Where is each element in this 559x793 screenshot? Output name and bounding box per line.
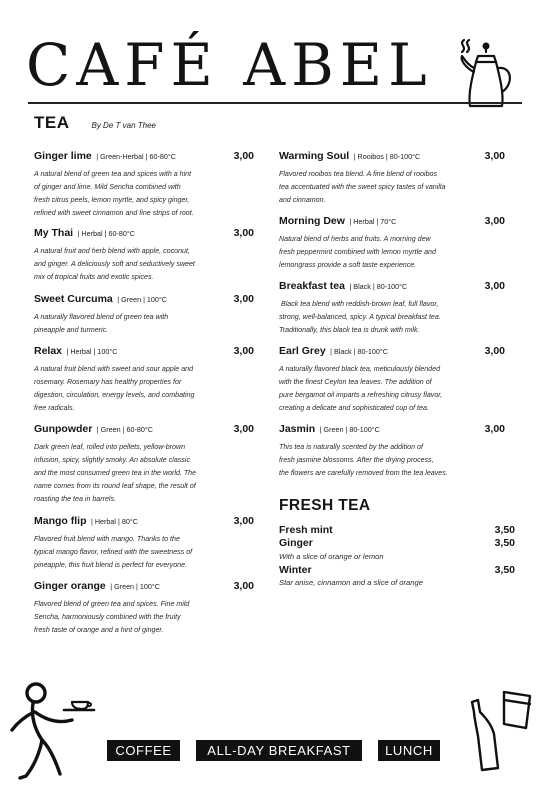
nav-all-day-breakfast[interactable]: ALL-DAY BREAKFAST <box>196 740 362 761</box>
menu-item <box>279 419 505 480</box>
item-note: With a slice of orange or lemon <box>279 552 384 561</box>
item-name: Breakfast tea <box>279 280 345 292</box>
item-meta: | Black | 80-100°C <box>330 347 388 356</box>
fresh-tea-row <box>279 564 515 576</box>
item-name: Ginger orange <box>34 580 106 592</box>
item-meta: | Herbal | 80°C <box>90 517 138 526</box>
desc-line: fresh citrus peels, lemon myrtle, and spicy ginger, <box>34 196 190 204</box>
menu-item <box>34 419 254 506</box>
item-name: Ginger lime <box>34 150 92 162</box>
item-meta: | Herbal | 70°C <box>349 217 397 226</box>
item-name: Sweet Curcuma <box>34 293 113 305</box>
item-name: Ginger <box>279 537 313 549</box>
section-title: TEA <box>34 113 70 132</box>
desc-line: Traditionally, this black tea is drunk with milk. <box>279 326 420 334</box>
item-description <box>34 245 220 284</box>
item-meta: | Herbal | 100°C <box>66 347 118 356</box>
desc-line: Flavored blend of green tea and spices. Fine mild <box>34 600 190 608</box>
desc-line: strong, well-balanced, spicy. A typical breakfast tea. <box>279 313 441 321</box>
desc-line: of ginger and lime. Mild Sencha combined with <box>34 183 181 191</box>
desc-line: pineapple and turmeric. <box>34 326 109 334</box>
desc-line: name comes from its round leaf shape, the result of <box>34 482 196 490</box>
desc-line: A naturally flavored black tea, meticulously blended <box>279 365 441 373</box>
item-name: My Thai <box>34 227 74 239</box>
item-description <box>34 311 220 337</box>
item-name: Jasmin <box>279 423 316 435</box>
item-price: 3,50 <box>494 524 515 536</box>
item-price: 3,00 <box>484 280 505 292</box>
desc-line: Dark green leaf, rolled into pellets, yellow-brown <box>34 443 186 451</box>
item-price: 3,00 <box>484 150 505 162</box>
item-name: Fresh mint <box>279 524 333 536</box>
fresh-tea-title: FRESH TEA <box>279 497 371 514</box>
desc-line: rosemary. Rosemary has healthy properties for <box>34 378 182 386</box>
menu-item <box>279 211 505 272</box>
item-meta: | Green | 80-100°C <box>319 425 380 434</box>
item-price: 3,00 <box>233 227 254 239</box>
item-name: Warming Soul <box>279 150 350 162</box>
item-price: 3,50 <box>494 564 515 576</box>
item-name: Gunpowder <box>34 423 93 435</box>
item-description <box>279 233 465 272</box>
desc-line: A natural fruit blend with sweet and sour apple and <box>34 365 194 373</box>
section-byline: By De T van Thee <box>91 121 156 130</box>
item-price: 3,00 <box>233 150 254 162</box>
item-price: 3,00 <box>484 345 505 357</box>
desc-line: digestion, circulation, energy levels, and combating <box>34 391 195 399</box>
desc-line: infusion, spicy, slightly smoky. An absolute classic <box>34 456 190 464</box>
item-description <box>34 533 220 572</box>
desc-line: creating a delicate and sophisticated cup of tea. <box>279 404 429 412</box>
waiter-with-tray-icon <box>6 680 102 786</box>
fresh-tea-row <box>279 537 515 549</box>
desc-line: and cinnamon. <box>279 196 326 204</box>
menu-item <box>34 146 254 220</box>
item-price: 3,00 <box>233 345 254 357</box>
desc-line: Flavored fruit blend with mango. Thanks to the <box>34 535 180 543</box>
nav-coffee[interactable]: COFFEE <box>107 740 180 761</box>
item-description <box>34 363 220 415</box>
menu-item <box>34 576 254 637</box>
item-meta: | Green | 100°C <box>117 295 167 304</box>
desc-line: Flavored rooibos tea blend. A fine blend of rooibos <box>279 170 438 178</box>
desc-line: fresh peppermint combined with lemon myrtle and <box>279 248 436 256</box>
item-price: 3,00 <box>233 293 254 305</box>
teapot-icon <box>456 36 518 110</box>
desc-line: This tea is naturally scented by the addition of <box>279 443 423 451</box>
item-description <box>34 441 220 506</box>
desc-line: pineapple, this fruit blend is perfect for everyone. <box>34 561 187 569</box>
tea-section-header <box>34 113 156 133</box>
desc-line: roasting the tea in barrels. <box>34 495 117 503</box>
desc-line: refined with sweet cinnamon and fine strips of root. <box>34 209 194 217</box>
desc-line: pure bergamot oil imparts a refreshing citrusy flavor, <box>279 391 443 399</box>
bottle-and-glass-icon <box>464 688 540 772</box>
item-name: Winter <box>279 564 312 576</box>
desc-line: Sencha, harmoniously combined with the fruity <box>34 613 181 621</box>
item-price: 3,00 <box>233 423 254 435</box>
desc-line: A natural fruit and herb blend with apple, coconut, <box>34 247 190 255</box>
desc-line: lemongrass provide a soft taste experience. <box>279 261 417 269</box>
desc-line: with the finest Ceylon tea leaves. The addition of <box>279 378 432 386</box>
item-meta: | Rooibos | 80-100°C <box>353 152 421 161</box>
desc-line: and the most consumed green tea in the world. The <box>34 469 197 477</box>
desc-line: fresh taste of orange and a hint of ginger. <box>34 626 164 634</box>
item-description <box>279 363 465 415</box>
menu-item <box>279 276 505 337</box>
menu-item <box>279 341 505 415</box>
item-meta: | Herbal | 60-80°C <box>77 229 135 238</box>
item-name: Mango flip <box>34 515 87 527</box>
item-price: 3,00 <box>233 580 254 592</box>
item-description <box>279 168 465 207</box>
item-meta: | Green | 100°C <box>110 582 160 591</box>
menu-item <box>279 146 505 207</box>
desc-line: A natural blend of green tea and spices with a hint <box>34 170 192 178</box>
item-price: 3,00 <box>484 423 505 435</box>
desc-line: Black tea blend with reddish-brown leaf, full flavor, <box>279 300 439 308</box>
menu-item <box>34 341 254 415</box>
page-title: CAFÉ ABEL <box>26 31 433 99</box>
desc-line: fresh jasmine blossoms. After the drying process, <box>279 456 434 464</box>
item-name: Relax <box>34 345 63 357</box>
menu-item <box>34 223 254 284</box>
item-meta: | Green-Herbal | 60-80°C <box>96 152 176 161</box>
item-price: 3,00 <box>484 215 505 227</box>
nav-lunch[interactable]: LUNCH <box>378 740 440 761</box>
item-meta: | Green | 60-80°C <box>96 425 153 434</box>
desc-line: typical mango flavor, refined with the sweetness of <box>34 548 193 556</box>
item-description <box>279 298 465 337</box>
fresh-tea-row <box>279 524 515 536</box>
item-description <box>34 598 220 637</box>
menu-item <box>34 289 254 337</box>
desc-line: A naturally flavored blend of green tea with <box>34 313 169 321</box>
item-description <box>279 441 465 480</box>
item-price: 3,00 <box>233 515 254 527</box>
desc-line: mix of tropical fruits and exotic spices. <box>34 273 154 281</box>
desc-line: tea accentuated with the sweet spicy tastes of vanilla <box>279 183 446 191</box>
item-price: 3,50 <box>494 537 515 549</box>
item-meta: | Black | 80-100°C <box>349 282 408 291</box>
desc-line: Natural blend of herbs and fruits. A morning dew <box>279 235 431 243</box>
item-name: Morning Dew <box>279 215 345 227</box>
desc-line: free radicals. <box>34 404 75 412</box>
menu-item <box>34 511 254 572</box>
item-name: Earl Grey <box>279 345 326 357</box>
item-description <box>34 168 220 220</box>
header-divider <box>28 102 522 104</box>
desc-line: the flowers are carefully removed from the tea leaves. <box>279 469 448 477</box>
item-note: Star anise, cinnamon and a slice of orange <box>279 578 423 587</box>
desc-line: and ginger. A deliciously soft and seductively sweet <box>34 260 195 268</box>
